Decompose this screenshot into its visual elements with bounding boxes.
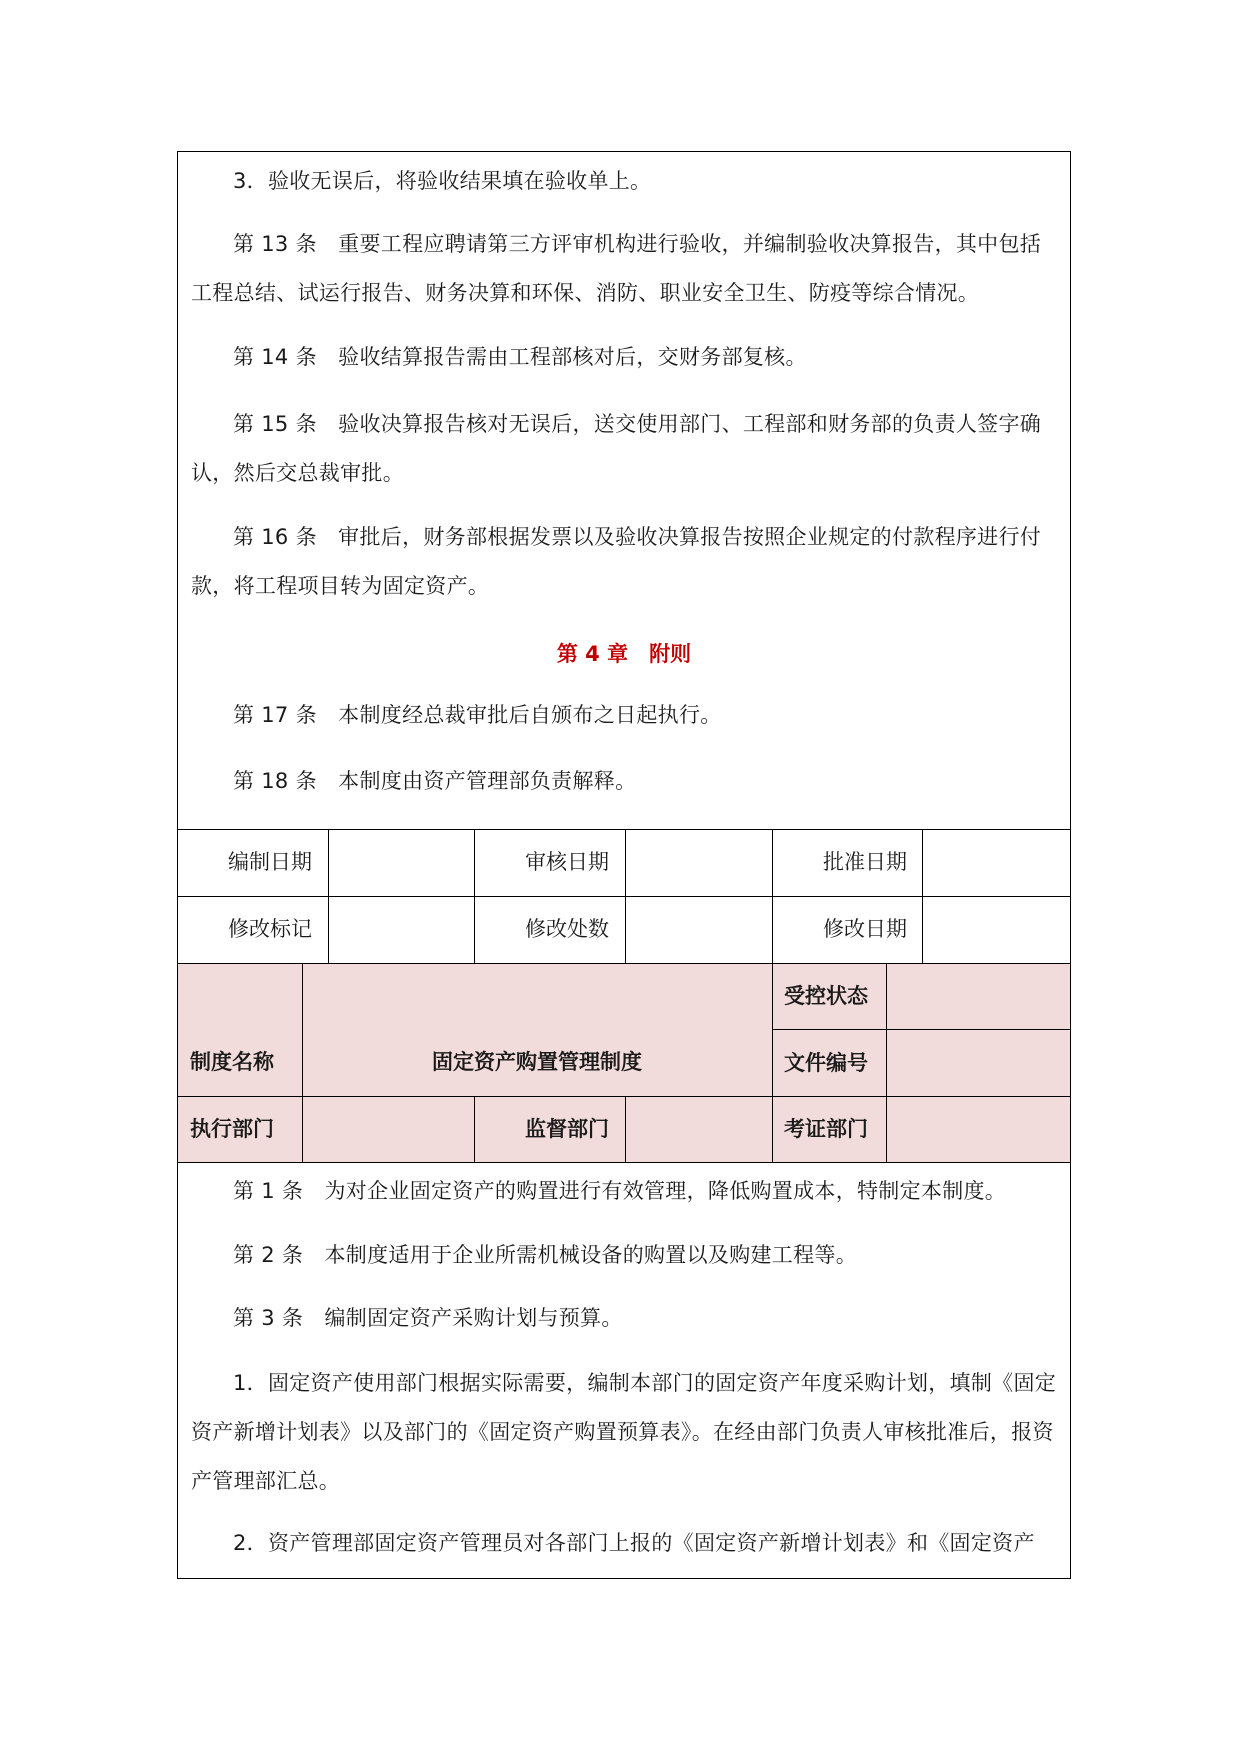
revision-count-label: 修改处数 [525, 917, 609, 941]
table-rule [772, 829, 773, 963]
exec-dept-label: 执行部门 [190, 1117, 274, 1141]
paragraph: 第 14 条 验收结算报告需由工程部核对后，交财务部复核。 [233, 345, 807, 369]
table-rule [178, 829, 1070, 830]
table-rule [772, 1029, 1070, 1030]
table-rule [178, 963, 1070, 964]
table-rule [625, 829, 626, 963]
table-rule [886, 963, 887, 1162]
paragraph: 1．固定资产使用部门根据实际需要，编制本部门的固定资产年度采购计划，填制《固定资产新增计划表》以及部门的《固定资产购置预算表》。在经由部门负责人审核批准后，报资产管理部汇总。 [191, 1371, 1057, 1493]
paragraph: 第 1 条 为对企业固定资产的购置进行有效管理，降低购置成本，特制定本制度。 [233, 1179, 1007, 1203]
paragraph: 第 17 条 本制度经总裁审批后自颁布之日起执行。 [233, 703, 722, 727]
table-rule [178, 896, 1070, 897]
doc-number-label: 文件编号 [784, 1051, 868, 1075]
table-rule [328, 829, 329, 963]
chapter-heading: 第 4 章 附则 [556, 642, 692, 666]
revision-mark-label: 修改标记 [228, 917, 312, 941]
compile-date-label: 编制日期 [228, 850, 312, 874]
paragraph: 第 3 条 编制固定资产采购计划与预算。 [233, 1306, 623, 1330]
table-rule [772, 963, 773, 1162]
review-date-label: 审核日期 [525, 850, 609, 874]
table-rule [178, 1096, 1070, 1097]
supervise-dept-label: 监督部门 [525, 1117, 609, 1141]
approve-date-label: 批准日期 [823, 850, 907, 874]
paragraph: 第 15 条 验收决算报告核对无误后，送交使用部门、工程部和财务部的负责人签字确认，然后交总裁审批。 [191, 412, 1042, 485]
table-rule [625, 1096, 626, 1162]
table-rule [474, 829, 475, 963]
table-rule [474, 1096, 475, 1162]
paragraph: 2．资产管理部固定资产管理员对各部门上报的《固定资产新增计划表》和《固定资产 [233, 1531, 1035, 1555]
paragraph: 第 18 条 本制度由资产管理部负责解释。 [233, 769, 637, 793]
table-rule [178, 1162, 1070, 1163]
document-frame [177, 151, 1071, 1579]
policy-name-label: 制度名称 [190, 1050, 274, 1074]
paragraph: 3．验收无误后，将验收结果填在验收单上。 [233, 169, 652, 193]
table-rule [922, 829, 923, 963]
policy-name-value: 固定资产购置管理制度 [432, 1050, 642, 1074]
paragraph: 第 16 条 审批后，财务部根据发票以及验收决算报告按照企业规定的付款程序进行付款，将工程项目转为固定资产。 [191, 525, 1042, 598]
paragraph: 第 13 条 重要工程应聘请第三方评审机构进行验收，并编制验收决算报告，其中包括工程总结、试运行报告、财务决算和环保、消防、职业安全卫生、防疫等综合情况。 [191, 232, 1042, 305]
revision-date-label: 修改日期 [823, 917, 907, 941]
verify-dept-label: 考证部门 [784, 1117, 868, 1141]
control-status-label: 受控状态 [784, 984, 868, 1008]
paragraph: 第 2 条 本制度适用于企业所需机械设备的购置以及购建工程等。 [233, 1243, 858, 1267]
